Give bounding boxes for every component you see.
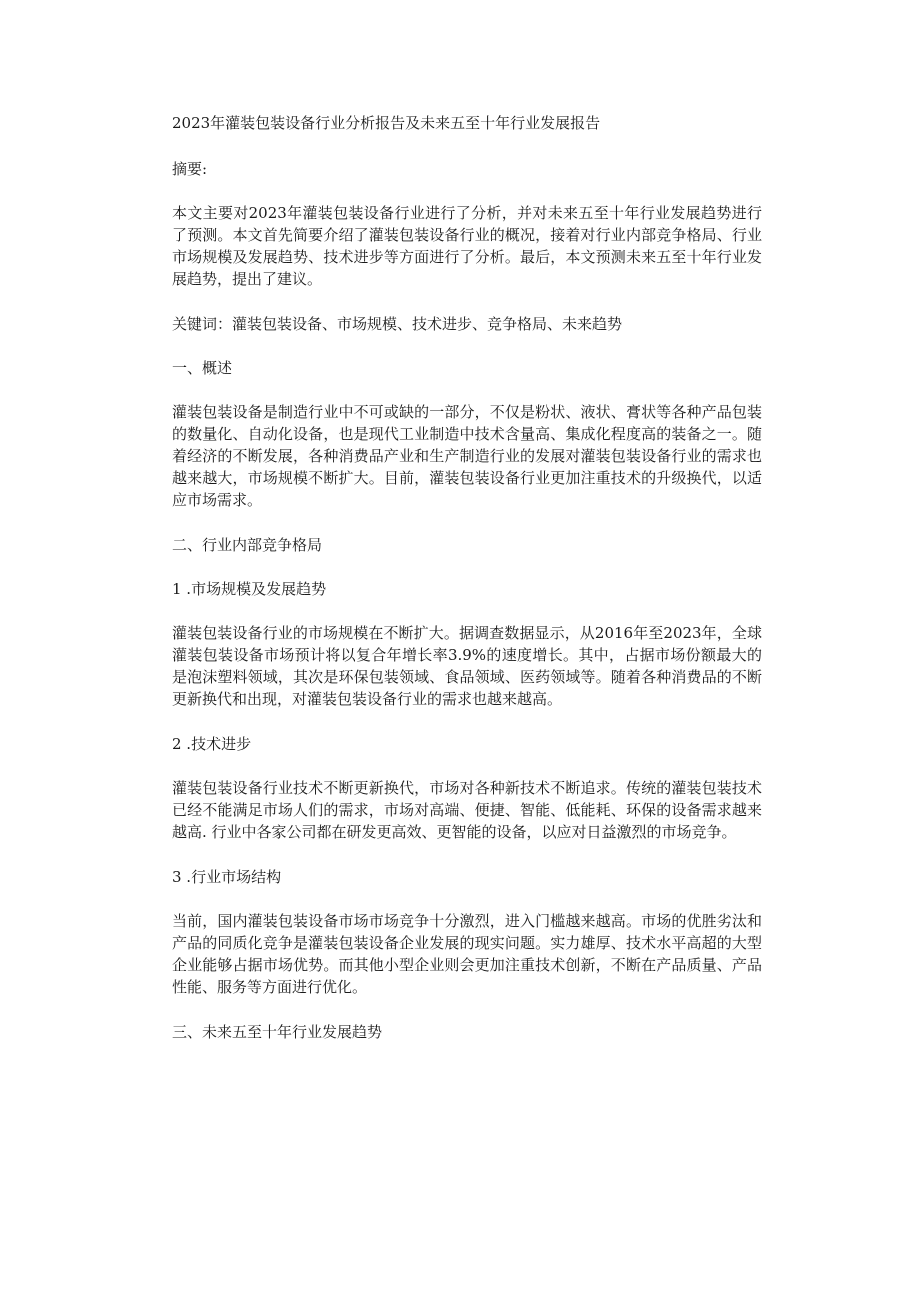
overview-paragraph: 灌装包装设备是制造行业中不可或缺的一部分，不仅是粉状、液状、膏状等各种产品包装的数量化、自动化设备，也是现代工业制造中技术含量高、集成化程度高的装备之一。随着经济的不断发展，各种消费品产业和生产制造行业的发展对灌装包装设备行业的需求也越来越大，市场规模不断扩大。目前，灌装包装设备行业更加注重技术的升级换代，以适应市场需求。 [172,403,762,509]
document-body [172,112,762,1065]
abstract-label: 摘要: [172,160,208,178]
subsection-heading-market-structure: 3 .行业市场结构 [172,868,282,886]
subsection-heading-market-size: 1 .市场规模及发展趋势 [172,580,327,598]
subsection-heading-technology: 2 .技术进步 [172,735,252,753]
document-title: 2023年灌装包装设备行业分析报告及未来五至十年行业发展报告 [172,114,601,132]
market-structure-paragraph: 当前，国内灌装包装设备市场市场竞争十分激烈，进入门槛越来越高。市场的优胜劣汰和产品的同质化竞争是灌装包装设备企业发展的现实问题。实力雄厚、技术水平高超的大型企业能够占据市场优势。而其他小型企业则会更加注重技术创新，不断在产品质量、产品性能、服务等方面进行优化。 [172,912,762,996]
abstract-paragraph: 本文主要对2023年灌装包装设备行业进行了分析，并对未来五至十年行业发展趋势进行了预测。本文首先简要介绍了灌装包装设备行业的概况，接着对行业内部竞争格局、行业市场规模及发展趋势、技术进步等方面进行了分析。最后，本文预测未来五至十年行业发展趋势，提出了建议。 [172,204,762,288]
technology-paragraph: 灌装包装设备行业技术不断更新换代，市场对各种新技术不断追求。传统的灌装包装技术已经不能满足市场人们的需求，市场对高端、便捷、智能、低能耗、环保的设备需求越来越高. 行业中各家公司都在研发更高效、更智能的设备，以应对日益激烈的市场竞争。 [172,779,762,841]
section-heading-overview: 一、概述 [172,359,233,377]
section-heading-competition: 二、行业内部竞争格局 [172,536,323,554]
market-size-paragraph: 灌装包装设备行业的市场规模在不断扩大。据调查数据显示，从2016年至2023年，全球灌装包装设备市场预计将以复合年增长率3.9%的速度增长。其中，占据市场份额最大的是泡沫塑料领域，其次是环保包装领域、食品领域、医药领域等。随着各种消费品的不断更新换代和出现，对灌装包装设备行业的需求也越来越高。 [172,624,762,708]
section-heading-future-trends: 三、未来五至十年行业发展趋势 [172,1023,383,1041]
keywords-line: 关键词：灌装包装设备、市场规模、技术进步、竞争格局、未来趋势 [172,315,623,333]
